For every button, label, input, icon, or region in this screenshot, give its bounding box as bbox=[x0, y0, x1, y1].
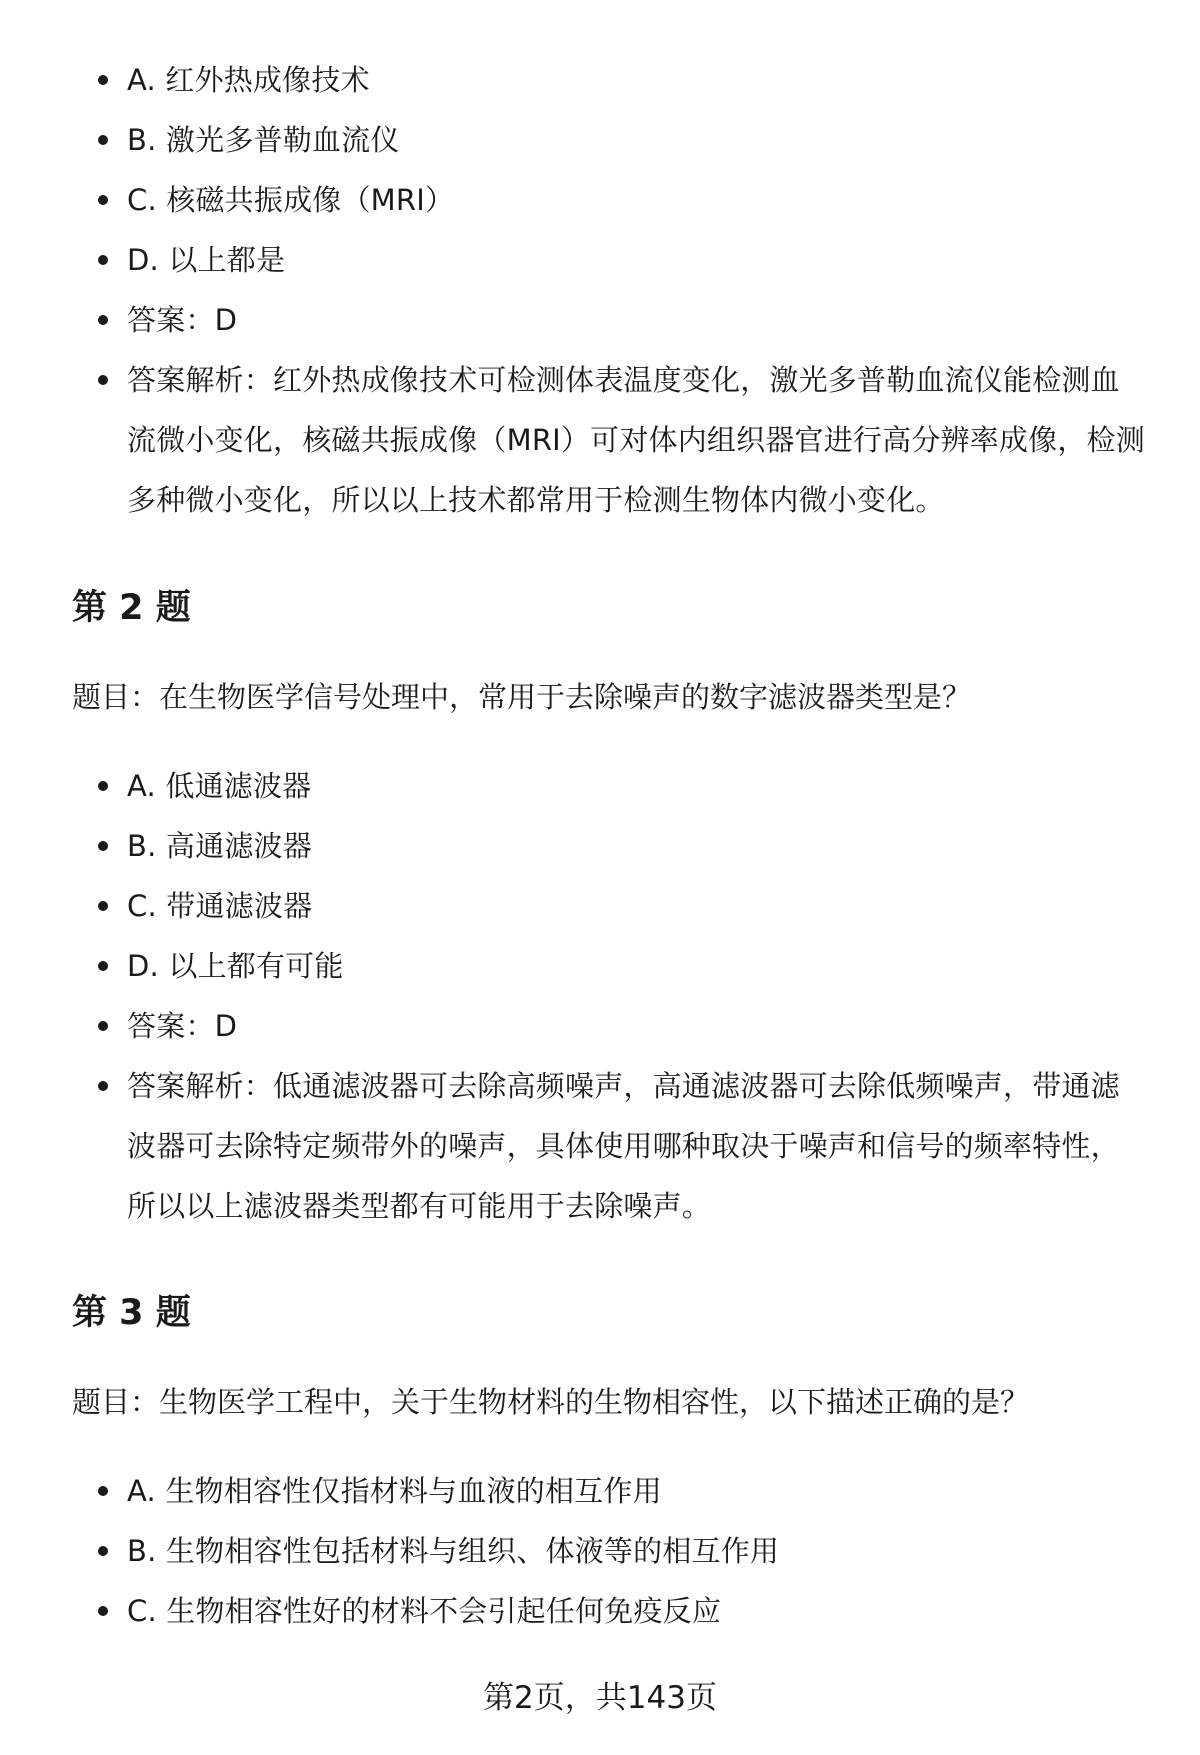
answer: 答案：D bbox=[72, 290, 1145, 350]
option-d: D. 以上都有可能 bbox=[72, 936, 1145, 996]
question-3-options bbox=[0, 1461, 1200, 1641]
question-text: 题目：在生物医学信号处理中，常用于去除噪声的数字滤波器类型是？ bbox=[72, 680, 972, 714]
question-heading: 第 3 题 bbox=[72, 1293, 191, 1333]
question-text: 题目：生物医学工程中，关于生物材料的生物相容性，以下描述正确的是？ bbox=[72, 1385, 1030, 1419]
answer: 答案：D bbox=[72, 996, 1145, 1056]
question-heading: 第 2 题 bbox=[72, 588, 191, 628]
question-3 bbox=[0, 1283, 1200, 1628]
question-1-tail bbox=[0, 50, 1200, 530]
answer-explanation: 答案解析：低通滤波器可去除高频噪声，高通滤波器可去除低频噪声，带通滤波器可去除特定频带外的噪声，具体使用哪种取决于噪声和信号的频率特性，所以以上滤波器类型都有可能用于去除噪声。 bbox=[72, 1056, 1145, 1236]
answer-explanation: 答案解析：红外热成像技术可检测体表温度变化，激光多普勒血流仪能检测血流微小变化，核磁共振成像（MRI）可对体内组织器官进行高分辨率成像，检测多种微小变化，所以以上技术都常用于检测生物体内微小变化。 bbox=[72, 350, 1145, 530]
option-a: A. 生物相容性仅指材料与血液的相互作用 bbox=[72, 1461, 1145, 1521]
option-d: D. 以上都是 bbox=[72, 230, 1145, 290]
option-a: A. 低通滤波器 bbox=[72, 756, 1145, 816]
option-b: B. 高通滤波器 bbox=[72, 816, 1145, 876]
question-2-options bbox=[0, 756, 1200, 1236]
page-indicator: 第2页，共143页 bbox=[483, 1680, 717, 1716]
option-b: B. 激光多普勒血流仪 bbox=[72, 110, 1145, 170]
option-b: B. 生物相容性包括材料与组织、体液等的相互作用 bbox=[72, 1521, 1145, 1581]
option-c: C. 核磁共振成像（MRI） bbox=[72, 170, 1145, 230]
option-c: C. 生物相容性好的材料不会引起任何免疫反应 bbox=[72, 1581, 1145, 1641]
question-1-options bbox=[0, 50, 1200, 530]
option-c: C. 带通滤波器 bbox=[72, 876, 1145, 936]
option-a: A. 红外热成像技术 bbox=[72, 50, 1145, 110]
question-2 bbox=[0, 578, 1200, 1223]
